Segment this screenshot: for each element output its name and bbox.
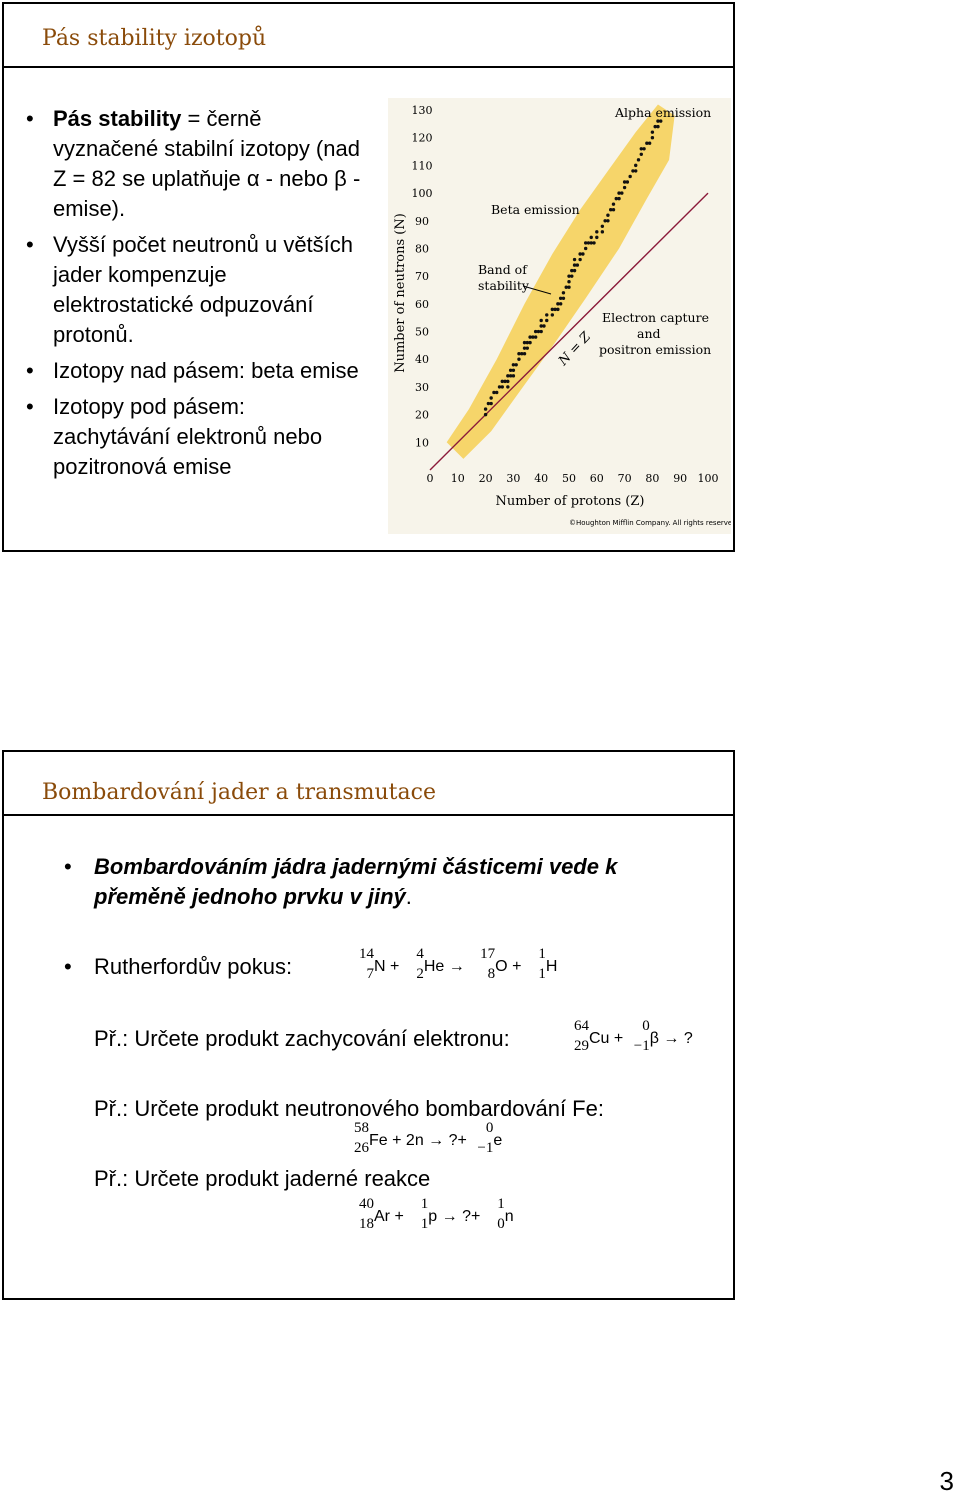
stable-isotope-point <box>523 352 526 355</box>
particle-neutron: 1 0 n <box>497 1196 514 1232</box>
stable-isotope-point <box>592 241 595 244</box>
y-axis-label: Number of neutrons (N) <box>393 213 408 373</box>
particle-electron: 0 −1 e <box>477 1120 503 1156</box>
bullet-item: • Vyšší počet neutronů u větších jader kompenzuje elektrostatické odpuzování protonů. <box>26 230 361 350</box>
stable-isotope-point <box>540 330 543 333</box>
stable-isotope-point <box>648 142 651 145</box>
stable-isotope-point <box>656 125 659 128</box>
stable-isotope-point <box>484 407 487 410</box>
nuclide-oxygen: 17 8 O <box>480 946 508 982</box>
slide-bombardment: Bombardování jader a transmutace • Bombardováním jádra jadernými částicemi vede k přeměně jednoho prvku v jiný. • Rutherfordův pokus: 14 7 N + 4 2 He → 17 8 O + 1 1 H Př.: Určete produkt zachycování elektronu: 64 29 Cu + 0 −1 β → ? Př.: Určete produkt neutronového bombardování Fe: 58 26 Fe + 2n → ?+ 0 −1 e Př.: Určete produkt jaderné reakce 40 18 Ar + 1 1 p → ?+ 1 0 n <box>2 750 735 1300</box>
nuclide-iron: 58 26 Fe <box>354 1120 388 1156</box>
stable-isotope-point <box>517 358 520 361</box>
stable-isotope-point <box>640 153 643 156</box>
stable-isotope-point <box>578 258 581 261</box>
copyright-text: ©Houghton Mifflin Company. All rights reserved. <box>569 519 731 527</box>
nuclide-hydrogen: 1 1 H <box>538 946 558 982</box>
stable-isotope-point <box>642 147 645 150</box>
particle-proton: 1 1 p <box>420 1196 438 1232</box>
slide-title: Bombardování jader a transmutace <box>42 780 436 805</box>
page-number: 3 <box>939 1466 954 1496</box>
stable-isotope-point <box>562 291 565 294</box>
stable-isotope-point <box>634 169 637 172</box>
y-tick-label: 120 <box>411 131 433 145</box>
stable-isotope-point <box>617 197 620 200</box>
stable-isotope-point <box>595 230 598 233</box>
stable-isotope-point <box>651 130 654 133</box>
slide-stability-band <box>2 2 735 552</box>
x-tick-label: 90 <box>673 472 688 485</box>
y-tick-label: 130 <box>411 104 433 117</box>
annotation-beta-emission: Beta emission <box>491 202 580 217</box>
title-divider <box>4 814 733 816</box>
y-tick-label: 60 <box>415 297 429 311</box>
stable-isotope-point <box>545 313 548 316</box>
stable-isotope-point <box>601 225 604 228</box>
y-tick-label: 40 <box>415 353 429 367</box>
rutherford-equation <box>354 946 558 982</box>
stable-isotope-point <box>562 297 565 300</box>
bullet-list <box>64 852 704 912</box>
x-tick-label: 20 <box>478 472 493 485</box>
slide-title: Pás stability izotopů <box>42 26 267 51</box>
stable-isotope-point <box>495 391 498 394</box>
bullet-end: . <box>405 884 412 909</box>
stable-isotope-point <box>567 286 570 289</box>
annotation-band-of-stability: Band of <box>478 262 527 277</box>
rutherford-label: Rutherfordův pokus: <box>94 954 293 979</box>
bullet-item: • Izotopy pod pásem: zachytávání elektronů nebo pozitronová emise <box>26 392 361 482</box>
stable-isotope-point <box>606 214 609 217</box>
nuclide-helium: 4 2 He <box>416 946 445 982</box>
y-tick-label: 90 <box>415 214 429 228</box>
stable-isotope-point <box>581 252 584 255</box>
example1-equation <box>569 1018 693 1054</box>
bullet-list <box>26 104 361 488</box>
plus-sign: + <box>613 1030 624 1047</box>
bullet-bold-text: Bombardováním jádra jadernými částicemi vede k přeměně jednoho prvku v jiný <box>94 854 618 909</box>
plus-sign: + <box>394 1208 404 1225</box>
plus-sign: + <box>392 1132 402 1149</box>
stable-isotope-point <box>573 269 576 272</box>
stable-isotope-point <box>514 363 517 366</box>
stable-isotope-point <box>528 341 531 344</box>
stable-isotope-point <box>651 136 654 139</box>
annotation-electron-capture-and: and <box>637 326 661 341</box>
annotation-n-equals-z: N = Z <box>555 329 594 369</box>
chart-svg <box>388 98 731 534</box>
stable-isotope-point <box>506 385 509 388</box>
stable-isotope-point <box>590 236 593 239</box>
stable-isotope-point <box>612 202 615 205</box>
bullet-text: = černě vyznačené stabilní izotopy (nad Z = 82 se uplatňuje α - nebo β - emise). <box>53 106 361 221</box>
arrow: → <box>663 1030 680 1047</box>
bullet-bold-term: Pás stability <box>53 106 182 131</box>
stable-isotope-point <box>542 324 545 327</box>
y-tick-label: 70 <box>415 270 429 284</box>
stable-isotope-point <box>623 186 626 189</box>
stable-isotope-point <box>606 219 609 222</box>
plus-sign: + <box>470 1208 481 1225</box>
stable-isotope-point <box>567 280 570 283</box>
stability-chart <box>388 98 731 534</box>
y-tick-label: 110 <box>411 159 433 173</box>
stable-isotope-point <box>637 158 640 161</box>
bullet-item <box>26 104 361 224</box>
plus-sign: + <box>512 958 522 975</box>
stable-isotope-point <box>512 369 515 372</box>
stable-isotope-point <box>576 263 579 266</box>
arrow: → <box>441 1208 458 1225</box>
nuclide-nitrogen: 14 7 N <box>359 946 386 982</box>
example3-text: Př.: Určete produkt jaderné reakce <box>94 1166 431 1191</box>
stable-isotope-point <box>559 302 562 305</box>
y-tick-label: 20 <box>415 408 429 422</box>
x-tick-label: 40 <box>534 472 549 485</box>
annotation-electron-capture: Electron capture <box>602 310 709 325</box>
stable-isotope-point <box>628 175 631 178</box>
example2-text: Př.: Určete produkt neutronového bombardování Fe: <box>94 1096 604 1121</box>
example1-text: Př.: Určete produkt zachycování elektronu: <box>94 1026 510 1051</box>
stable-isotope-point <box>545 319 548 322</box>
title-divider <box>4 66 733 68</box>
example3-equation <box>354 1196 514 1232</box>
stable-isotope-point <box>595 236 598 239</box>
x-tick-label: 100 <box>697 472 719 485</box>
bullet-item <box>64 852 704 912</box>
nuclide-argon: 40 18 Ar <box>359 1196 390 1232</box>
stable-isotope-point <box>501 385 504 388</box>
stable-isotope-point <box>526 346 529 349</box>
x-tick-label: 70 <box>617 472 632 485</box>
unknown-product: ? <box>683 1030 693 1047</box>
stable-isotope-point <box>506 380 509 383</box>
unknown-product: ? <box>448 1132 458 1149</box>
x-tick-label: 30 <box>506 472 521 485</box>
neutrons: 2n <box>405 1132 424 1149</box>
y-tick-label: 50 <box>415 325 429 339</box>
stable-isotope-point <box>540 319 543 322</box>
stable-isotope-point <box>620 191 623 194</box>
y-tick-label: 80 <box>415 242 429 256</box>
y-tick-label: 10 <box>415 436 429 450</box>
stable-isotope-point <box>584 247 587 250</box>
plus-sign: + <box>457 1132 467 1149</box>
x-tick-label: 80 <box>645 472 660 485</box>
stable-isotope-point <box>612 208 615 211</box>
x-tick-label: 0 <box>426 472 434 485</box>
x-tick-label: 50 <box>562 472 576 485</box>
y-tick-label: 100 <box>411 187 433 201</box>
y-tick-label: 30 <box>415 380 429 394</box>
arrow: → <box>448 958 465 975</box>
x-axis-label: Number of protons (Z) <box>495 494 645 509</box>
stable-isotope-point <box>512 374 515 377</box>
particle-beta: 0 −1 β <box>633 1018 659 1054</box>
annotation-alpha-emission: Alpha emission <box>615 105 712 120</box>
unknown-product: ? <box>462 1208 471 1225</box>
plus-sign: + <box>390 958 400 975</box>
stable-isotope-point <box>489 396 492 399</box>
stable-isotope-point <box>484 413 487 416</box>
example2-equation <box>349 1120 503 1156</box>
nuclide-copper: 64 29 Cu <box>574 1018 610 1054</box>
stable-isotope-point <box>489 402 492 405</box>
stable-isotope-point <box>551 313 554 316</box>
stable-isotope-point <box>626 180 629 183</box>
bullet-item: • Izotopy nad pásem: beta emise <box>26 356 361 386</box>
stable-isotope-point <box>570 274 573 277</box>
x-tick-label: 10 <box>450 472 465 485</box>
stable-isotope-point <box>534 335 537 338</box>
stable-isotope-point <box>573 258 576 261</box>
stable-isotope-point <box>601 230 604 233</box>
annotation-band-of-stability-2: stability <box>478 278 529 293</box>
stable-isotope-point <box>556 308 559 311</box>
arrow: → <box>428 1132 445 1149</box>
x-tick-label: 60 <box>589 472 604 485</box>
stable-isotope-point <box>634 164 637 167</box>
annotation-positron-emission: positron emission <box>599 342 712 357</box>
